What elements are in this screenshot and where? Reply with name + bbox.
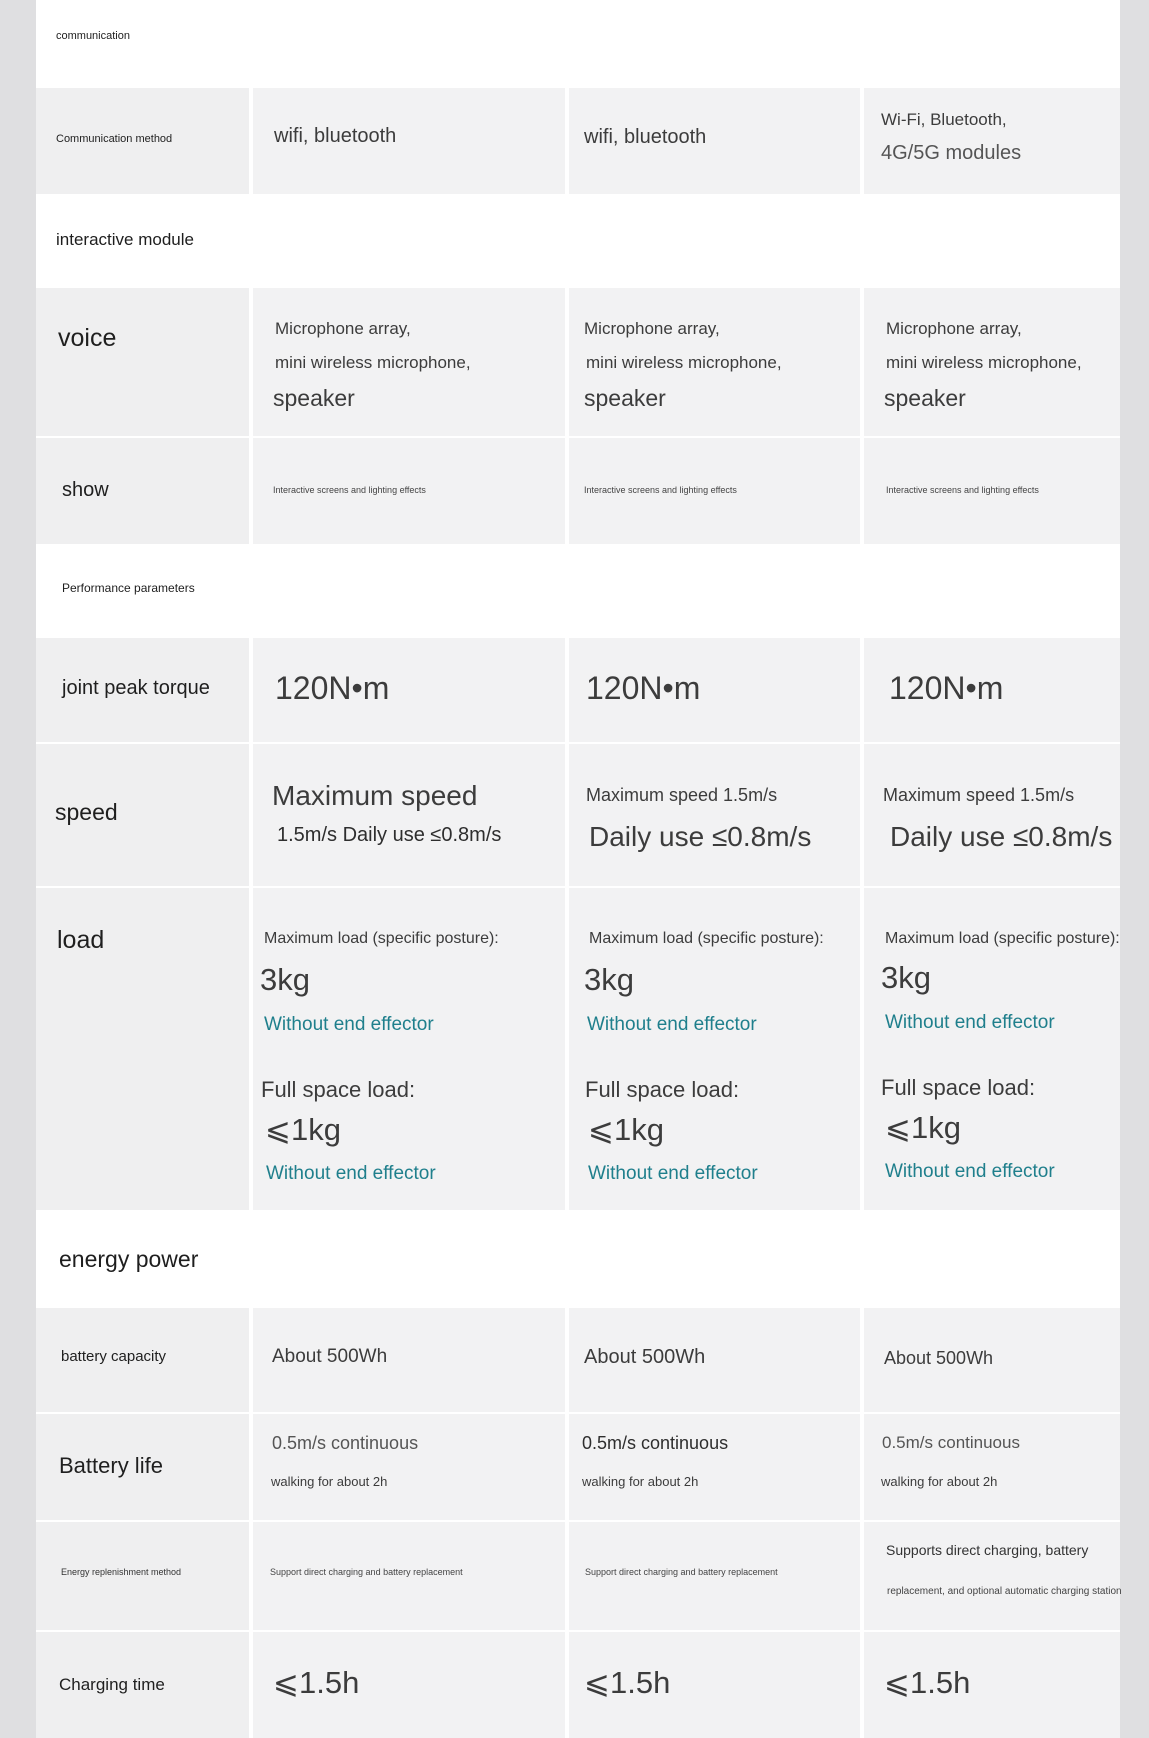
value-cell bbox=[569, 1414, 860, 1520]
value-text: Interactive screens and lighting effects bbox=[584, 485, 737, 495]
value-text: Full space load: bbox=[881, 1075, 1036, 1100]
value-text: replacement, and optional automatic charging station bbox=[887, 1586, 1122, 1597]
value-cell bbox=[864, 1522, 1120, 1630]
value-text: Maximum load (specific posture): bbox=[264, 930, 499, 947]
value-text: Wi-Fi, Bluetooth, bbox=[881, 110, 1007, 129]
value-cell bbox=[864, 638, 1120, 742]
value-text: wifi, bluetooth bbox=[274, 125, 397, 147]
value-cell bbox=[864, 1414, 1120, 1520]
value-text: ⩽1.5h bbox=[273, 1665, 360, 1700]
row-energy-replenishment bbox=[36, 1522, 1120, 1630]
row-charging-time bbox=[36, 1632, 1120, 1738]
value-cell bbox=[864, 1308, 1120, 1412]
value-text: Full space load: bbox=[585, 1077, 740, 1102]
value-cell bbox=[253, 1308, 565, 1412]
row-label: Charging time bbox=[59, 1675, 165, 1694]
value-cell bbox=[569, 438, 860, 544]
value-cell bbox=[864, 744, 1120, 886]
value-cell bbox=[569, 888, 860, 1210]
value-cell bbox=[569, 1632, 860, 1738]
spec-sheet bbox=[36, 0, 1120, 1738]
value-cell bbox=[864, 438, 1120, 544]
section-energy-power bbox=[36, 1210, 1120, 1306]
row-label: speed bbox=[55, 799, 118, 825]
value-text: ⩽1.5h bbox=[884, 1665, 971, 1700]
value-text: Maximum load (specific posture): bbox=[589, 930, 824, 947]
value-cell bbox=[253, 288, 565, 436]
value-cell bbox=[253, 1522, 565, 1630]
row-label: joint peak torque bbox=[62, 677, 210, 699]
value-cell bbox=[569, 288, 860, 436]
value-cell bbox=[569, 1522, 860, 1630]
value-text: speaker bbox=[584, 385, 666, 411]
row-communication-method bbox=[36, 88, 1120, 194]
value-cell bbox=[253, 438, 565, 544]
value-text: 3kg bbox=[260, 962, 310, 997]
note-text: Without end effector bbox=[885, 1012, 1055, 1033]
row-label-cell bbox=[36, 1414, 249, 1520]
value-cell bbox=[864, 88, 1120, 194]
value-cell bbox=[253, 744, 565, 886]
section-interactive-module bbox=[36, 194, 1120, 286]
value-cell bbox=[569, 88, 860, 194]
row-label: Energy replenishment method bbox=[61, 1567, 182, 1577]
value-text: 120N•m bbox=[586, 670, 701, 706]
note-text: Without end effector bbox=[587, 1014, 757, 1035]
value-text: Maximum speed 1.5m/s bbox=[586, 785, 778, 805]
value-text: mini wireless microphone, bbox=[586, 353, 782, 372]
row-label-cell bbox=[36, 638, 249, 742]
row-label-cell bbox=[36, 288, 249, 436]
row-label: voice bbox=[58, 324, 117, 352]
row-label-cell bbox=[36, 1308, 249, 1412]
value-text: About 500Wh bbox=[272, 1346, 388, 1367]
row-speed bbox=[36, 744, 1120, 886]
value-text: 0.5m/s continuous bbox=[272, 1433, 419, 1453]
row-label-cell bbox=[36, 438, 249, 544]
value-cell bbox=[864, 288, 1120, 436]
value-cell bbox=[569, 744, 860, 886]
value-cell bbox=[864, 1632, 1120, 1738]
note-text: Without end effector bbox=[264, 1014, 434, 1035]
value-text: ⩽1kg bbox=[265, 1112, 341, 1147]
section-communication bbox=[36, 0, 1120, 86]
value-cell bbox=[864, 888, 1120, 1210]
value-cell bbox=[569, 1308, 860, 1412]
value-text: Support direct charging and battery replacement bbox=[270, 1567, 463, 1577]
section-performance-parameters bbox=[36, 544, 1120, 636]
value-text: About 500Wh bbox=[884, 1348, 994, 1368]
value-text: About 500Wh bbox=[584, 1346, 706, 1368]
section-title: communication bbox=[56, 30, 130, 42]
value-text: Maximum speed 1.5m/s bbox=[883, 785, 1075, 805]
row-joint-peak-torque bbox=[36, 638, 1120, 742]
row-label-cell bbox=[36, 88, 249, 194]
section-title: Performance parameters bbox=[62, 581, 195, 595]
value-text: Microphone array, bbox=[275, 319, 411, 338]
value-cell bbox=[253, 1414, 565, 1520]
value-text: Supports direct charging, battery bbox=[886, 1542, 1089, 1558]
value-text: 120N•m bbox=[275, 670, 390, 706]
value-text: Microphone array, bbox=[584, 319, 720, 338]
value-text: Microphone array, bbox=[886, 319, 1022, 338]
value-cell bbox=[253, 638, 565, 742]
value-text: speaker bbox=[273, 385, 355, 411]
value-text: Daily use ≤0.8m/s bbox=[589, 821, 812, 852]
value-text: walking for about 2h bbox=[881, 1474, 998, 1489]
value-text: 4G/5G modules bbox=[881, 142, 1022, 164]
row-label-cell bbox=[36, 744, 249, 886]
value-cell bbox=[253, 88, 565, 194]
row-label: battery capacity bbox=[61, 1348, 167, 1365]
section-title: energy power bbox=[59, 1246, 199, 1272]
note-text: Without end effector bbox=[266, 1163, 436, 1184]
value-text: 0.5m/s continuous bbox=[882, 1433, 1020, 1452]
value-text: Full space load: bbox=[261, 1077, 416, 1102]
value-text: mini wireless microphone, bbox=[275, 353, 471, 372]
value-text: ⩽1kg bbox=[588, 1112, 664, 1147]
value-text: Interactive screens and lighting effects bbox=[273, 485, 426, 495]
value-cell bbox=[253, 1632, 565, 1738]
value-text: Daily use ≤0.8m/s bbox=[890, 821, 1113, 852]
value-text: 120N•m bbox=[889, 670, 1004, 706]
value-text: Maximum speed bbox=[272, 780, 478, 811]
row-label: Communication method bbox=[56, 133, 173, 145]
row-battery-life bbox=[36, 1414, 1120, 1520]
row-label-cell bbox=[36, 1522, 249, 1630]
value-text: Support direct charging and battery replacement bbox=[585, 1567, 778, 1577]
row-load bbox=[36, 888, 1120, 1210]
value-text: Interactive screens and lighting effects bbox=[886, 485, 1039, 495]
row-show bbox=[36, 438, 1120, 544]
value-text: 0.5m/s continuous bbox=[582, 1433, 729, 1453]
row-label: load bbox=[57, 926, 105, 954]
value-text: Maximum load (specific posture): bbox=[885, 930, 1120, 947]
value-text: speaker bbox=[884, 385, 966, 411]
value-text: walking for about 2h bbox=[582, 1474, 699, 1489]
row-label-cell bbox=[36, 1632, 249, 1738]
value-text: 3kg bbox=[584, 962, 634, 997]
row-battery-capacity bbox=[36, 1308, 1120, 1412]
value-text: ⩽1kg bbox=[885, 1110, 961, 1145]
note-text: Without end effector bbox=[885, 1161, 1055, 1182]
value-text: mini wireless microphone, bbox=[886, 353, 1082, 372]
value-text: walking for about 2h bbox=[271, 1474, 388, 1489]
row-voice bbox=[36, 288, 1120, 436]
row-label: show bbox=[62, 479, 109, 501]
value-cell bbox=[253, 888, 565, 1210]
value-text: 1.5m/s Daily use ≤0.8m/s bbox=[277, 824, 502, 846]
value-text: wifi, bluetooth bbox=[584, 126, 707, 148]
row-label: Battery life bbox=[59, 1453, 163, 1478]
note-text: Without end effector bbox=[588, 1163, 758, 1184]
value-cell bbox=[569, 638, 860, 742]
row-label-cell bbox=[36, 888, 249, 1210]
value-text: ⩽1.5h bbox=[584, 1665, 671, 1700]
section-title: interactive module bbox=[56, 230, 194, 249]
value-text: 3kg bbox=[881, 960, 931, 995]
